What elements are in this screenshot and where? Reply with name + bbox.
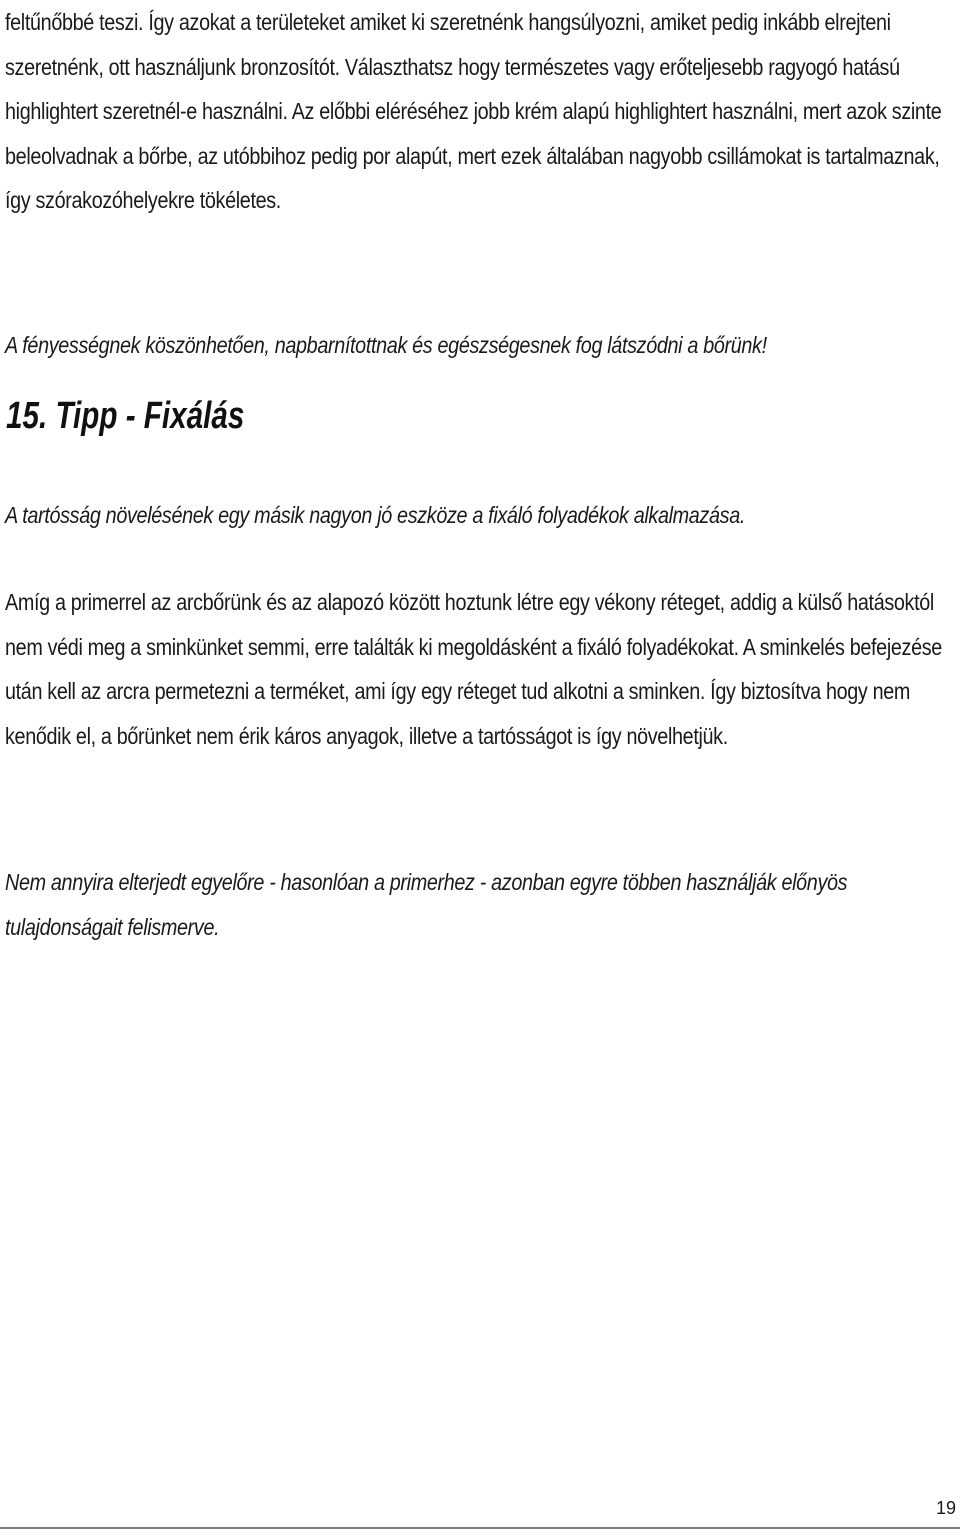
paragraph-setting-spray: Amíg a primerrel az arcbőrünk és az alapozó között hoztunk létre egy vékony réteget, addig a külső hatásoktól nem védi meg a sminkünket semmi, erre találták ki megoldásként a fixáló folyadékokat. A sminkelés befejezése után kell az arcra permetezni a terméket, ami így egy réteget tud alkotni a sminken. Így biztosítva hogy nem kenődik el, a bőrünket nem érik káros anyagok, illetve a tartósságot is így növelhetjük. — [5, 589, 942, 749]
section-heading: 15. Tipp - Fixálás — [6, 395, 245, 437]
paragraph-highlighter-bronzer: feltűnőbbé teszi. Így azokat a területeket amiket ki szeretnénk hangsúlyozni, amiket pedig inkább elrejteni szeretnénk, ott használjunk bronzosítót. Választhatsz hogy természetes vagy erőteljesebb ragyogó hatású highlightert szeretnél-e használni. Az előbbi eléréséhez jobb krém alapú highlightert használni, mert azok szinte beleolvadnak a bőrbe, az utóbbihoz pedig por alapút, mert ezek általában nagyobb csillámokat is tartalmaznak, így szórakozóhelyekre tökéletes. — [5, 9, 942, 213]
paragraph-closing-note: Nem annyira elterjedt egyelőre - hasonlóan a primerhez - azonban egyre többen használják előnyös tulajdonságait felismerve. — [5, 869, 848, 940]
footer-divider — [0, 1527, 960, 1529]
paragraph-shine-note: A fényességnek köszönhetően, napbarnítottnak és egészségesnek fog látszódni a bőrünk! — [5, 332, 767, 358]
page-number: 19 — [935, 1498, 956, 1518]
paragraph-durability: A tartósság növelésének egy másik nagyon jó eszköze a fixáló folyadékok alkalmazása. — [5, 502, 746, 528]
